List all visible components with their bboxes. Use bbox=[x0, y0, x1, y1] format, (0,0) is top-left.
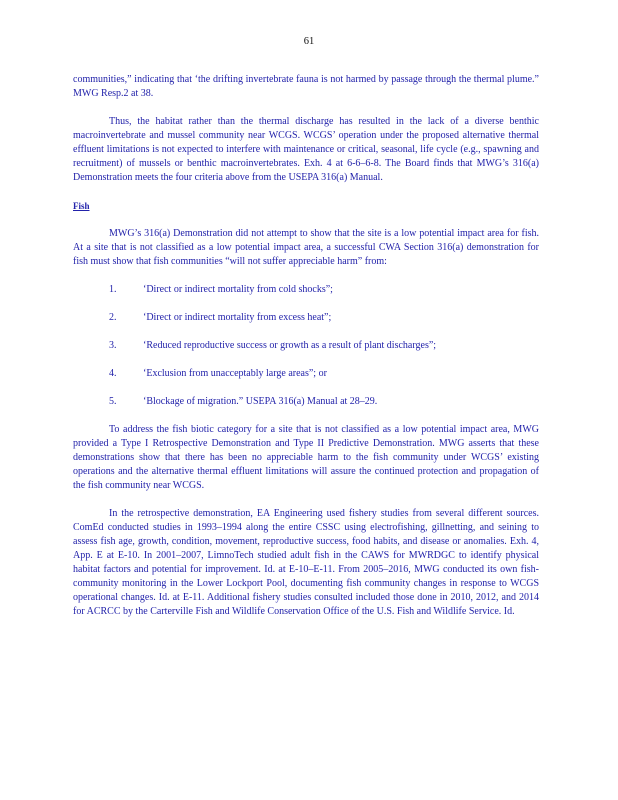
paragraph-fish-biotic: To address the fish biotic category for a site that is not classified as a low potential impact area, MWG provided a Type I Retrospective Demonstration and Type II Predictive Demonstration. MWG asserts that these demonstrations show that there has been no appreciable harm to the fish community under WCGS’ existing operations and the alternative thermal effluent limitations will assure the continued protection and propagation of the fish community near WCGS. bbox=[73, 424, 539, 491]
list-item bbox=[73, 283, 539, 297]
document-body bbox=[73, 73, 539, 619]
list-item-number: 5. bbox=[109, 396, 117, 407]
list-item-number: 2. bbox=[109, 312, 117, 323]
list-item-text: ‘Exclusion from unacceptably large areas”; or bbox=[143, 368, 327, 379]
list-item bbox=[73, 339, 539, 353]
list-item-number: 1. bbox=[109, 284, 117, 295]
list-item-text: ‘Reduced reproductive success or growth as a result of plant discharges”; bbox=[143, 340, 437, 351]
list-item-text: ‘Blockage of migration.” USEPA 316(a) Manual at 28–29. bbox=[143, 396, 378, 407]
list-item bbox=[73, 367, 539, 381]
paragraph-habitat: Thus, the habitat rather than the thermal discharge has resulted in the lack of a diverse benthic macroinvertebrate and mussel community near WCGS. WCGS’ operation under the proposed alternative thermal effluent limitations is not expected to interfere with maintenance or critical, seasonal, life cycle (e.g., spawning and recruitment) of mussels or benthic macroinvertebrates. Exh. 4 at 6-6–6-8. The Board finds that MWG’s 316(a) Demonstration meets the four criteria above from the USEPA 316(a) Manual. bbox=[73, 116, 539, 183]
list-item bbox=[73, 395, 539, 409]
list-item-text: ‘Direct or indirect mortality from excess heat”; bbox=[143, 312, 332, 323]
paragraph-fish-intro: MWG’s 316(a) Demonstration did not attempt to show that the site is a low potential impact area for fish. At a site that is not classified as a low potential impact area, a successful CWA Section 316(a) demonstration for fish must show that fish communities “will not suffer appreciable harm” from: bbox=[73, 228, 539, 267]
criteria-list bbox=[73, 283, 539, 409]
paragraph-retrospective: In the retrospective demonstration, EA Engineering used fishery studies from several different sources. ComEd conducted studies in 1993–1994 along the entire CSSC using electrofishing, gillnetting, and seining to assess fish age, growth, condition, movement, reproductive success, food habits, and disease or anomalies. Exh. 4, App. E at E-10. In 2001–2007, LimnoTech studied adult fish in the CAWS for MWRDGC to identify physical habitat factors and potential for improvement. Id. at E-10–E-11. From 2005–2016, MWG conducted its own fish-community monitoring in the Lower Lockport Pool, documenting fish community changes in response to WCGS operational changes. Id. at E-11. Additional fishery studies consulted included those done in 2010, 2012, and 2014 for ACRCC by the Carterville Fish and Wildlife Conservation Office of the U.S. Fish and Wildlife Service. Id. bbox=[73, 508, 539, 617]
section-heading-fish: Fish bbox=[73, 201, 90, 211]
list-item-text: ‘Direct or indirect mortality from cold shocks”; bbox=[143, 284, 333, 295]
paragraph-continuation: communities,” indicating that ‘the drifting invertebrate fauna is not harmed by passage through the thermal plume.” MWG Resp.2 at 38. bbox=[73, 74, 539, 99]
page-number: 61 bbox=[303, 36, 315, 47]
list-item bbox=[73, 311, 539, 325]
list-item-number: 3. bbox=[109, 340, 117, 351]
list-item-number: 4. bbox=[109, 368, 117, 379]
